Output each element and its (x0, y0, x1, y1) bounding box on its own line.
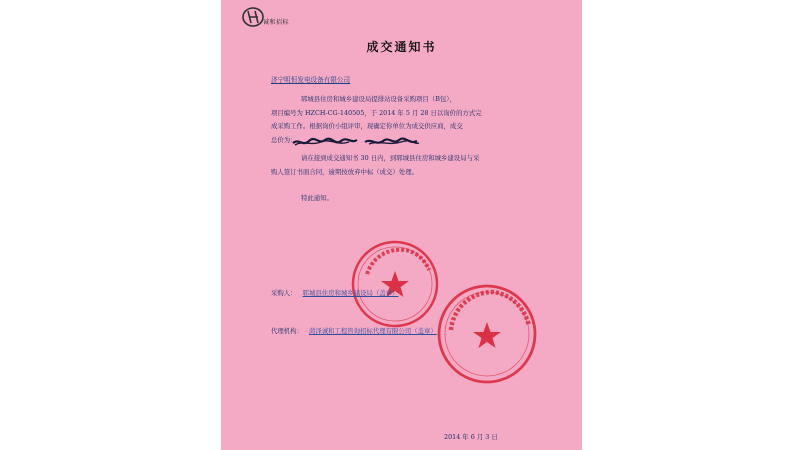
body-line: 总价为： (271, 135, 297, 144)
agency-signature-line (271, 326, 437, 335)
issue-date: 2014 年 6 月 3 日 (444, 433, 498, 441)
redacted-amount-scribble (291, 136, 421, 148)
body-line: 成采购工作。根据询价小组评审，现确定你单位为成交供应商，成交 (271, 122, 463, 130)
purchaser-name: 郓城县住房和城乡建设局（盖章） (302, 289, 399, 297)
notice-paper (221, 0, 582, 450)
recipient-company: 济宁明恒发电设备有限公司 (271, 76, 351, 84)
notice-line: 购人签订书面合同，逾期按放弃中标（成交）处理。 (271, 167, 418, 176)
purchaser-seal-icon (349, 238, 441, 330)
purchaser-label: 采购人： (271, 289, 297, 297)
purchaser-signature-line (271, 288, 398, 297)
agency-name: 菏泽诚和工程咨询招标代理有限公司（盖章） (308, 327, 437, 335)
logo-text: 诚和招标 (263, 19, 290, 26)
contract-paragraph (271, 152, 479, 179)
notice-line: 请在接到成交通知书 30 日内，到郓城县住房和城乡建设局与采 (301, 154, 480, 162)
body-line: 项目编号为 HZCH-CG-140505，于 2014 年 5 月 28 日以询价的方式完 (271, 108, 482, 117)
document-title: 成交通知书 (366, 40, 437, 54)
closing-text: 特此通知。 (301, 194, 333, 202)
agency-label: 代理机构： (271, 327, 303, 335)
agency-seal-icon (435, 282, 539, 386)
body-line: 郓城县住房和城乡建设局提排站设备采购项目（B包）， (301, 95, 456, 103)
